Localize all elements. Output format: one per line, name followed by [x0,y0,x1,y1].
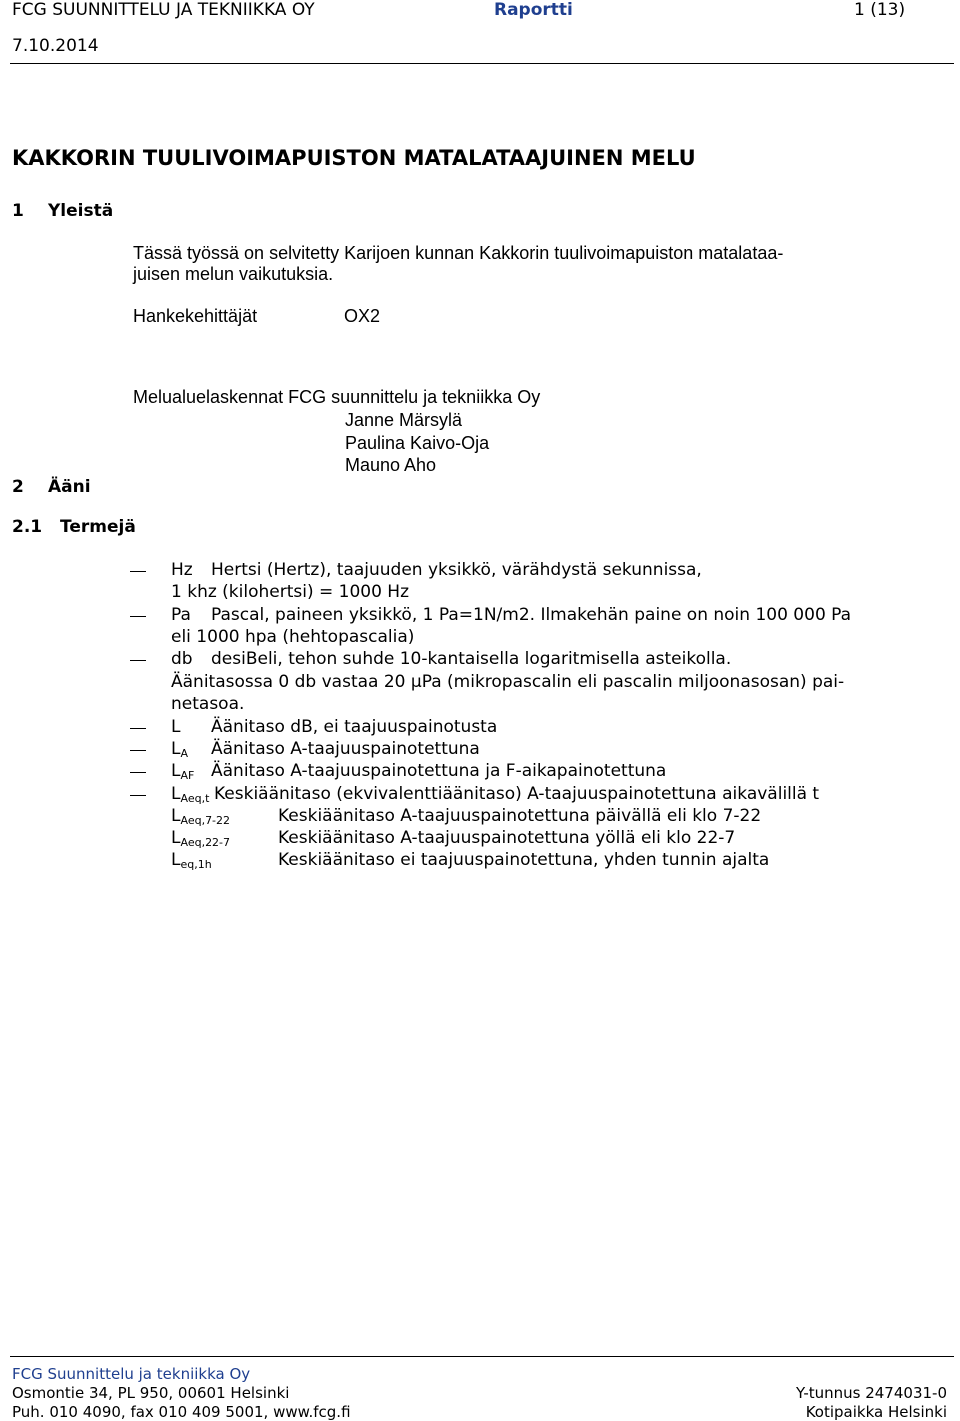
footer-company: FCG Suunnittelu ja tekniikka Oy [12,1365,251,1383]
developer-label: Hankekehittäjät [133,306,258,326]
list-bullet-dash [130,660,146,661]
footer-divider [10,1356,954,1357]
term-laeqt-subscript: Aeq,t [180,792,210,805]
term-hz-desc-1: Hertsi (Hertz), taajuuden yksikkö, värähdystä sekunnissa, [211,560,702,580]
intro-line-2: juisen melun vaikutuksia. [133,264,334,284]
list-bullet-dash [130,795,146,796]
term-laeq722-subscript: Aeq,7-22 [180,814,231,827]
term-laeqt-desc: Keskiäänitaso (ekvivalenttiäänitaso) A-taajuuspainotettuna aikavälillä t [214,784,820,804]
term-la-desc: Äänitaso A-taajuuspainotettuna [211,739,480,759]
footer-business-id: Y-tunnus 2474031-0 [795,1384,947,1402]
term-la-subscript: A [180,747,189,760]
term-l-abbr: L [171,717,181,737]
term-pa-desc-2: eli 1000 hpa (hehtopascalia) [171,627,415,647]
section-2-1-number: 2.1 [12,517,43,537]
term-leq1h-abbr: $L_{eq,1h}$ [171,850,212,871]
term-laeq227-desc: Keskiäänitaso A-taajuuspainotettuna yöllä eli klo 22-7 [278,828,736,848]
term-laeq227-subscript: Aeq,22-7 [180,836,231,849]
term-pa-desc-1: Pascal, paineen yksikkö, 1 Pa=1N/m2. Ilmakehän paine on noin 100 000 Pa [211,605,852,625]
term-db-desc-1: desiBeli, tehon suhde 10-kantaisella logaritmisella asteikolla. [211,649,732,669]
term-hz-desc-2: 1 khz (kilohertsi) = 1000 Hz [171,582,410,602]
term-pa-abbr: Pa [171,605,191,625]
intro-line-1: Tässä työssä on selvitetty Karijoen kunnan Kakkorin tuulivoimapuiston matalataa- [133,243,784,263]
person-name: Paulina Kaivo-Oja [345,433,490,453]
section-1-number: 1 [12,201,24,221]
term-db-desc-2: Äänitasossa 0 db vastaa 20 μPa (mikropascalin eli pascalin miljoonasosan) pai- [171,672,845,692]
term-laeq227-abbr: $L_{Aeq,22-7}$ [171,828,231,849]
term-laf-desc: Äänitaso A-taajuuspainotettuna ja F-aikapainotettuna [211,761,667,781]
list-bullet-dash [130,616,146,617]
section-2-number: 2 [12,477,24,497]
developer-value: OX2 [344,306,381,326]
header-company: FCG SUUNNITTELU JA TEKNIIKKA OY [12,0,315,20]
header-page-number: 1 (13) [854,0,906,20]
footer-address: Osmontie 34, PL 950, 00601 Helsinki [12,1384,290,1402]
term-laeqt-abbr: $L_{Aeq,t}$ [171,784,210,805]
list-bullet-dash [130,772,146,773]
list-bullet-dash [130,728,146,729]
term-db-abbr: db [171,649,193,669]
term-laf-subscript: AF [180,769,195,782]
section-2-1-heading: Termejä [60,517,136,537]
term-la-abbr: $L_A$ [171,739,189,760]
person-name: Janne Märsylä [345,410,463,430]
term-leq1h-subscript: eq,1h [180,858,212,871]
term-db-desc-3: netasoa. [171,694,245,714]
term-laeq722-desc: Keskiäänitaso A-taajuuspainotettuna päivällä eli klo 7-22 [278,806,762,826]
term-leq1h-desc: Keskiäänitaso ei taajuuspainotettuna, yhden tunnin ajalta [278,850,770,870]
term-hz-abbr: Hz [171,560,193,580]
footer-domicile: Kotipaikka Helsinki [805,1403,947,1421]
footer-contact: Puh. 010 4090, fax 010 409 5001, www.fcg.fi [12,1403,351,1421]
document-title: KAKKORIN TUULIVOIMAPUISTON MATALATAAJUINEN MELU [12,146,696,170]
header-doc-type: Raportti [494,0,573,20]
section-1-heading: Yleistä [48,201,114,221]
list-bullet-dash [130,750,146,751]
header-date: 7.10.2014 [12,36,99,56]
header-divider [10,63,954,64]
term-laf-abbr: $L_{AF}$ [171,761,195,782]
person-name: Mauno Aho [345,455,437,475]
term-laeq722-abbr: $L_{Aeq,7-22}$ [171,806,231,827]
section-2-heading: Ääni [48,477,91,497]
term-l-desc: Äänitaso dB, ei taajuuspainotusta [211,717,498,737]
calculations-label: Melualuelaskennat FCG suunnittelu ja tekniikka Oy [133,387,541,407]
list-bullet-dash [130,571,146,572]
